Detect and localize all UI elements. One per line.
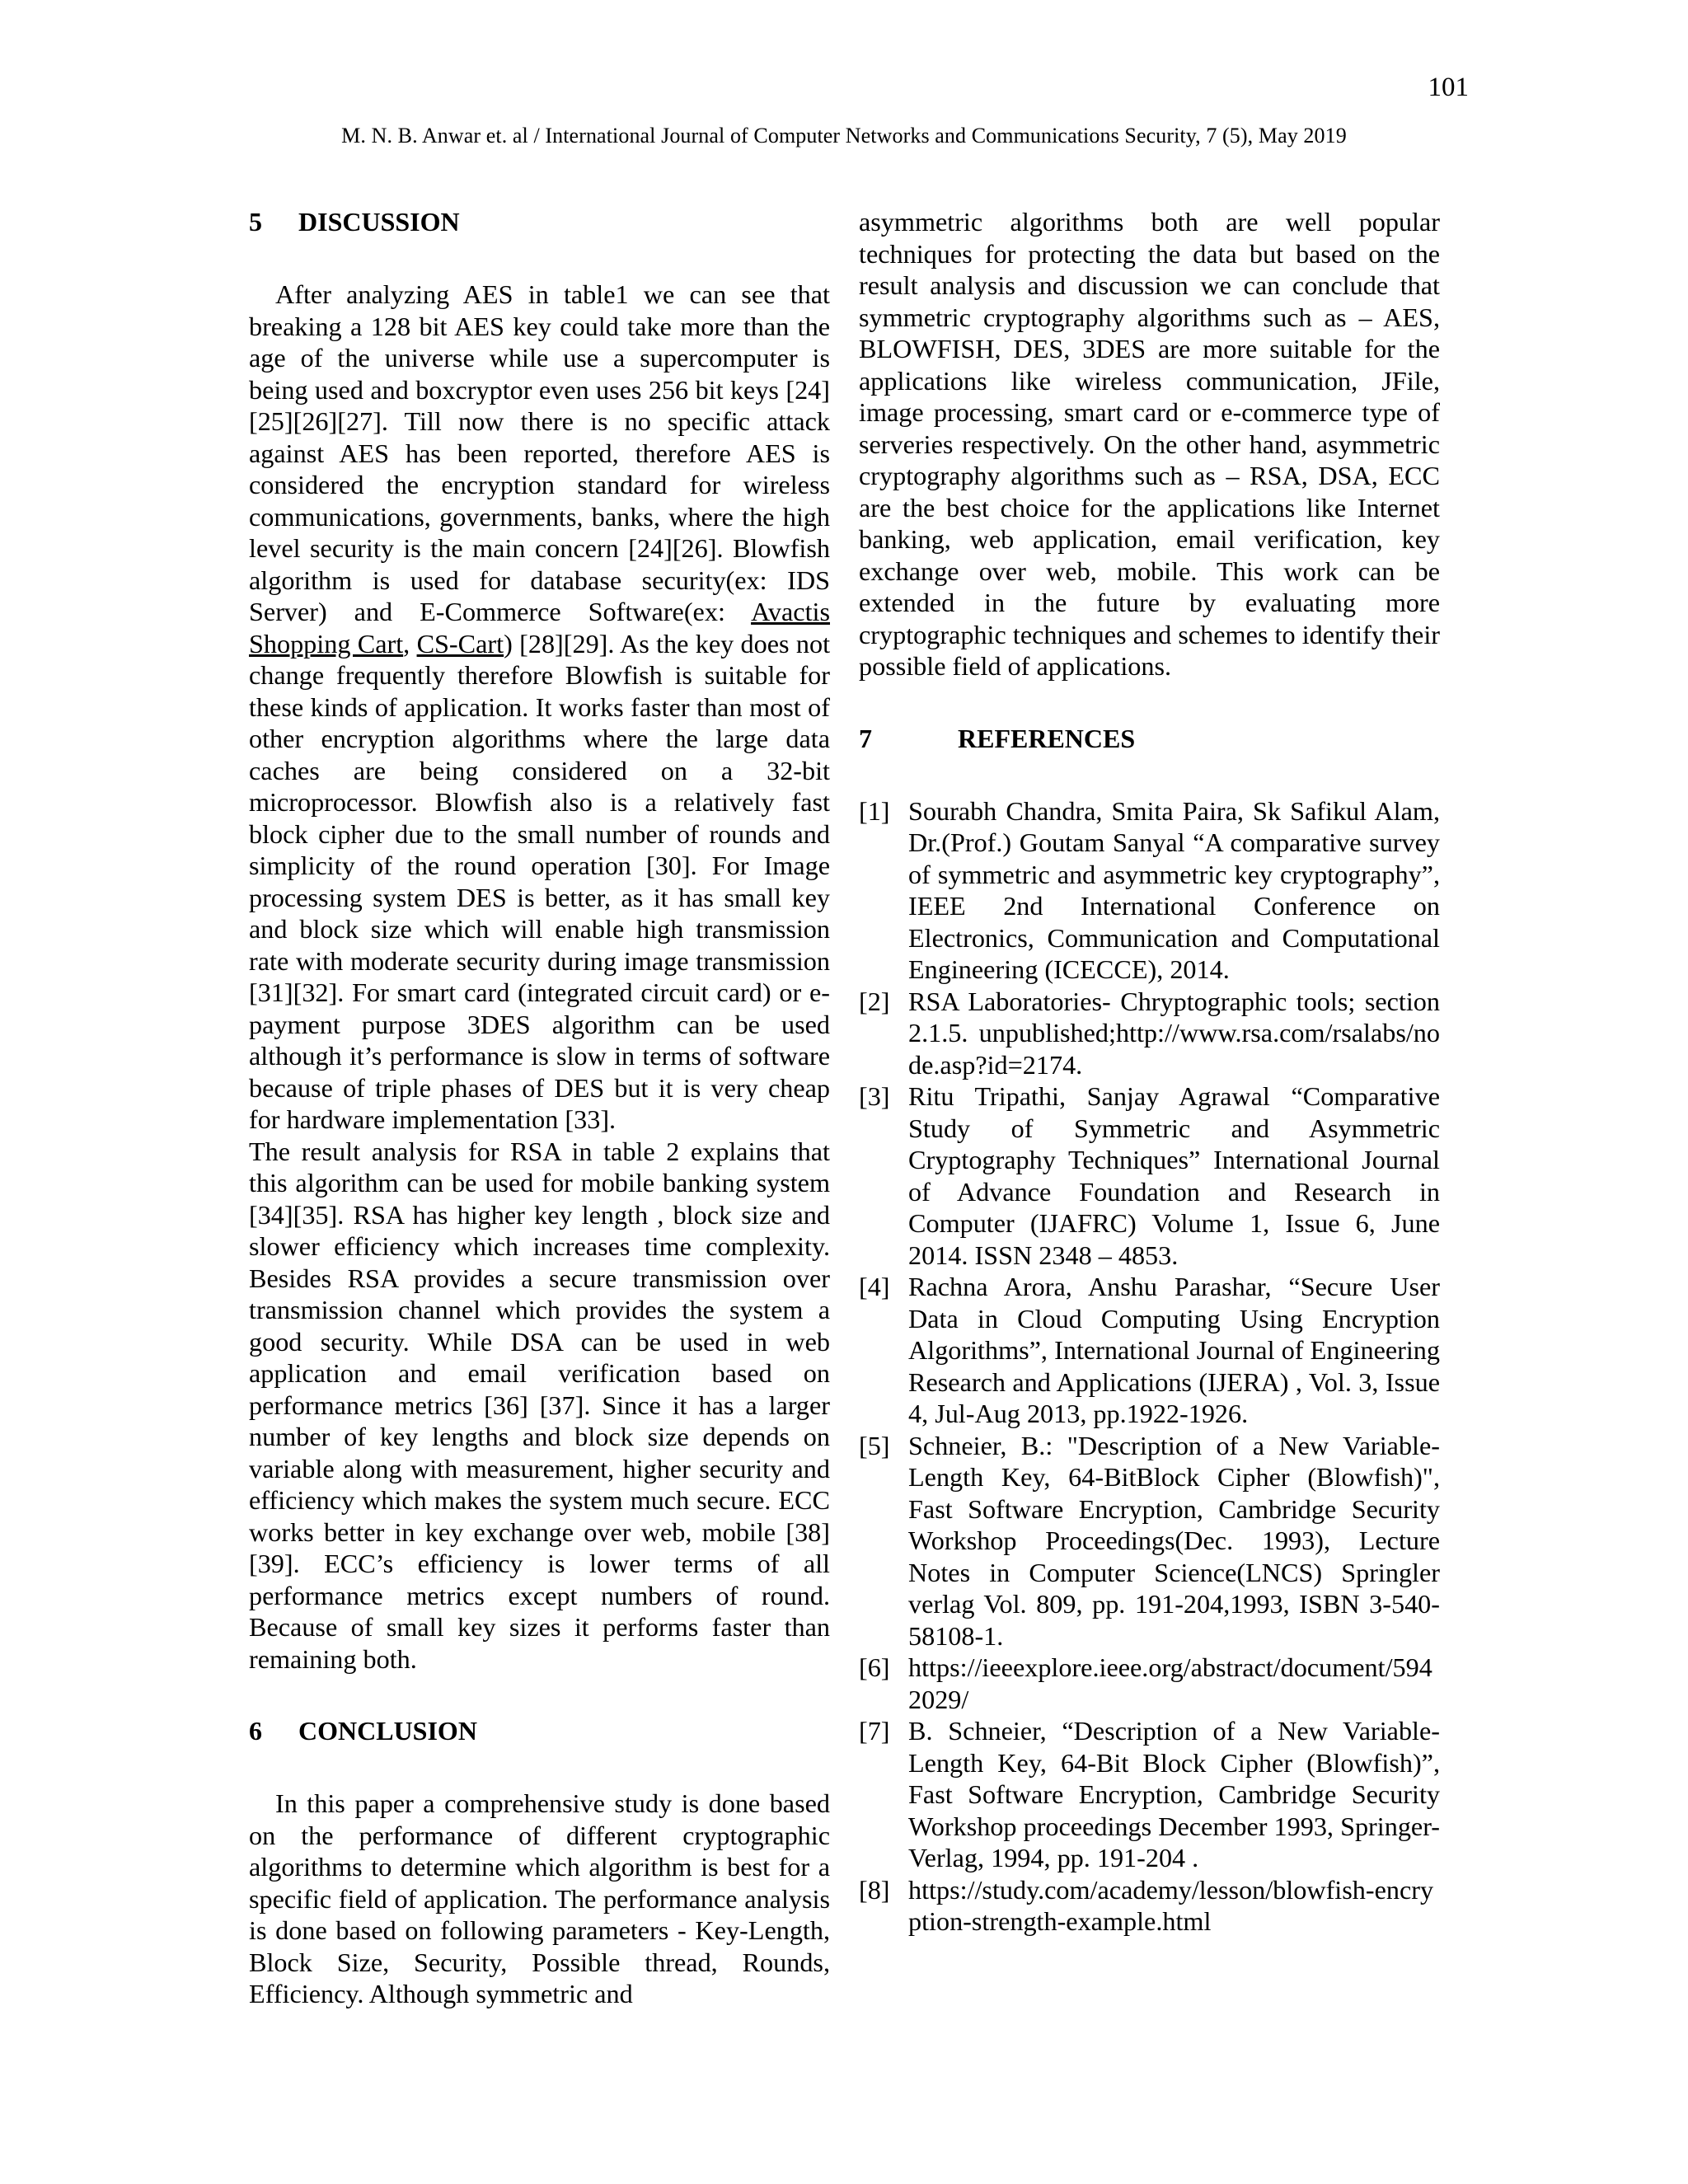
avactis-link[interactable]: Avactis Shopping Cart <box>249 597 830 658</box>
running-head: M. N. B. Anwar et. al / International Journal of Computer Networks and Communications Security, 7 (5), May 2019 <box>341 124 1347 148</box>
reference-text: Schneier, B.: "Description of a New Variable-Length Key, 64-BitBlock Cipher (Blowfish)", Fast Software Encryption, Cambridge Security Workshop Proceedings(Dec. 1993), Lecture Notes in Computer Science(LNCS) Springler verlag Vol. 809, pp. 191-204,1993, ISBN 3-540-58108-1. <box>908 1430 1440 1651</box>
reference-item <box>859 986 1440 1081</box>
reference-text: Ritu Tripathi, Sanjay Agrawal “Comparative Study of Symmetric and Asymmetric Cryptography Techniques” International Journal of Advance Foundation and Research in Computer (IJAFRC) Volume 1, Issue 6, June 2014. ISSN 2348 – 4853. <box>908 1081 1440 1270</box>
discussion-text: After analyzing AES in table1 we can see that breaking a 128 bit AES key could take more than the age of the universe while use a supercomputer is being used and boxcryptor even uses 256 bit keys [24][25][26][27]. Till now there is no specific attack against AES has been reported, therefore AES is considered the encryption standard for wireless communications, governments, banks, where the high level security is the main concern [24][26]. Blowfish algorithm is used for database security(ex: IDS Server) and E-Commerce Software(ex: <box>249 279 830 626</box>
reference-item <box>859 1652 1440 1715</box>
reference-item <box>859 1430 1440 1652</box>
section-heading-discussion <box>249 206 830 237</box>
section-number: 5 <box>249 207 262 237</box>
reference-item <box>859 1715 1440 1874</box>
reference-number: [3] <box>859 1081 890 1111</box>
reference-number: [6] <box>859 1652 890 1682</box>
reference-text: B. Schneier, “Description of a New Variable-Length Key, 64-Bit Block Cipher (Blowfish)”, Fast Software Encryption, Cambridge Security Workshop proceedings December 1993, Springer-Verlag, 1994, pp. 191-204 . <box>908 1716 1440 1872</box>
section-number: 7 <box>859 723 872 753</box>
reference-link[interactable]: https://study.com/academy/lesson/blowfish-encryption-strength-example.html <box>908 1874 1434 1936</box>
reference-number: [4] <box>859 1272 890 1301</box>
page-number: 101 <box>1428 73 1469 102</box>
reference-link[interactable]: https://ieeexplore.ieee.org/abstract/document/5942029/ <box>908 1652 1432 1714</box>
discussion-paragraph-1 <box>249 279 830 1136</box>
reference-number: [5] <box>859 1430 890 1460</box>
section-heading-conclusion <box>249 1715 830 1746</box>
reference-item <box>859 1271 1440 1430</box>
reference-text: RSA Laboratories- Chryptographic tools; section 2.1.5. unpublished;http://www.rsa.com/rsalabs/node.asp?id=2174. <box>908 986 1440 1080</box>
reference-number: [7] <box>859 1716 890 1746</box>
section-heading-references <box>859 723 1440 754</box>
conclusion-paragraph-continued: asymmetric algorithms both are well popular techniques for protecting the data but based on the result analysis and discussion we can conclude that symmetric cryptography algorithms such as – AES, BLOWFISH, DES, 3DES are more suitable for the applications like wireless communication, JFile, image processing, smart card or e-commerce type of serveries respectively. On the other hand, asymmetric cryptography algorithms such as – RSA, DSA, ECC are the best choice for the applications like Internet banking, web application, email verification, key exchange over web, mobile. This work can be extended in the future by evaluating more cryptographic techniques and schemes to identify their possible field of applications. <box>859 207 1440 681</box>
reference-number: [1] <box>859 795 890 826</box>
conclusion-paragraph: In this paper a comprehensive study is done based on the performance of different cryptographic algorithms to determine which algorithm is best for a specific field of application. The performance analysis is done based on following parameters - Key-Length, Block Size, Security, Possible thread, Rounds, Efficiency. Although symmetric and <box>249 1788 830 2008</box>
section-number: 6 <box>249 1716 262 1746</box>
reference-text: Rachna Arora, Anshu Parashar, “Secure User Data in Cloud Computing Using Encryption Algorithms”, International Journal of Engineering Research and Applications (IJERA) , Vol. 3, Issue 4, Jul-Aug 2013, pp.1922-1926. <box>908 1272 1440 1428</box>
discussion-text: , <box>403 628 417 658</box>
left-column <box>249 206 830 2010</box>
reference-item <box>859 795 1440 986</box>
discussion-paragraph-2: The result analysis for RSA in table 2 explains that this algorithm can be used for mobile banking system [34][35]. RSA has higher key length , block size and slower efficiency which increases time complexity. Besides RSA provides a secure transmission over transmission channel which provides the system a good security. While DSA can be used in web application and email verification based on performance metrics [36] [37]. Since it has a larger number of key lengths and block size depends on variable along with measurement, higher security and efficiency which makes the system much secure. ECC works better in key exchange over web, mobile [38][39]. ECC’s efficiency is lower terms of all performance metrics except numbers of round. Because of small key sizes it performs faster than remaining both. <box>249 1136 830 1674</box>
reference-list <box>859 795 1440 1938</box>
discussion-text: ) [28][29]. As the key does not change frequently therefore Blowfish is suitable for these kinds of application. It works faster than most of other encryption algorithms where the large data caches are being considered on a 32-bit microprocessor. Blowfish also is a relatively fast block cipher due to the small number of rounds and simplicity of the round operation [30]. For Image processing system DES is better, as it has small key and block size which will enable high transmission rate with moderate security during image transmission [31][32]. For smart card (integrated circuit card) or e-payment purpose 3DES algorithm can be used although it’s performance is slow in terms of software because of triple phases of DES but it is very cheap for hardware implementation [33]. <box>249 628 831 1134</box>
reference-item <box>859 1080 1440 1271</box>
section-title: DISCUSSION <box>298 207 460 237</box>
reference-number: [2] <box>859 986 890 1016</box>
reference-item <box>859 1874 1440 1938</box>
cs-cart-link[interactable]: CS-Cart <box>416 628 504 658</box>
reference-text: Sourabh Chandra, Smita Paira, Sk Safikul Alam, Dr.(Prof.) Goutam Sanyal “A comparative survey of symmetric and asymmetric key cryptography”, IEEE 2nd International Conference on Electronics, Communication and Computational Engineering (ICECCE), 2014. <box>908 795 1440 984</box>
section-title: REFERENCES <box>958 723 1136 753</box>
reference-number: [8] <box>859 1874 890 1905</box>
right-column <box>859 206 1440 1938</box>
section-title: CONCLUSION <box>298 1716 477 1746</box>
